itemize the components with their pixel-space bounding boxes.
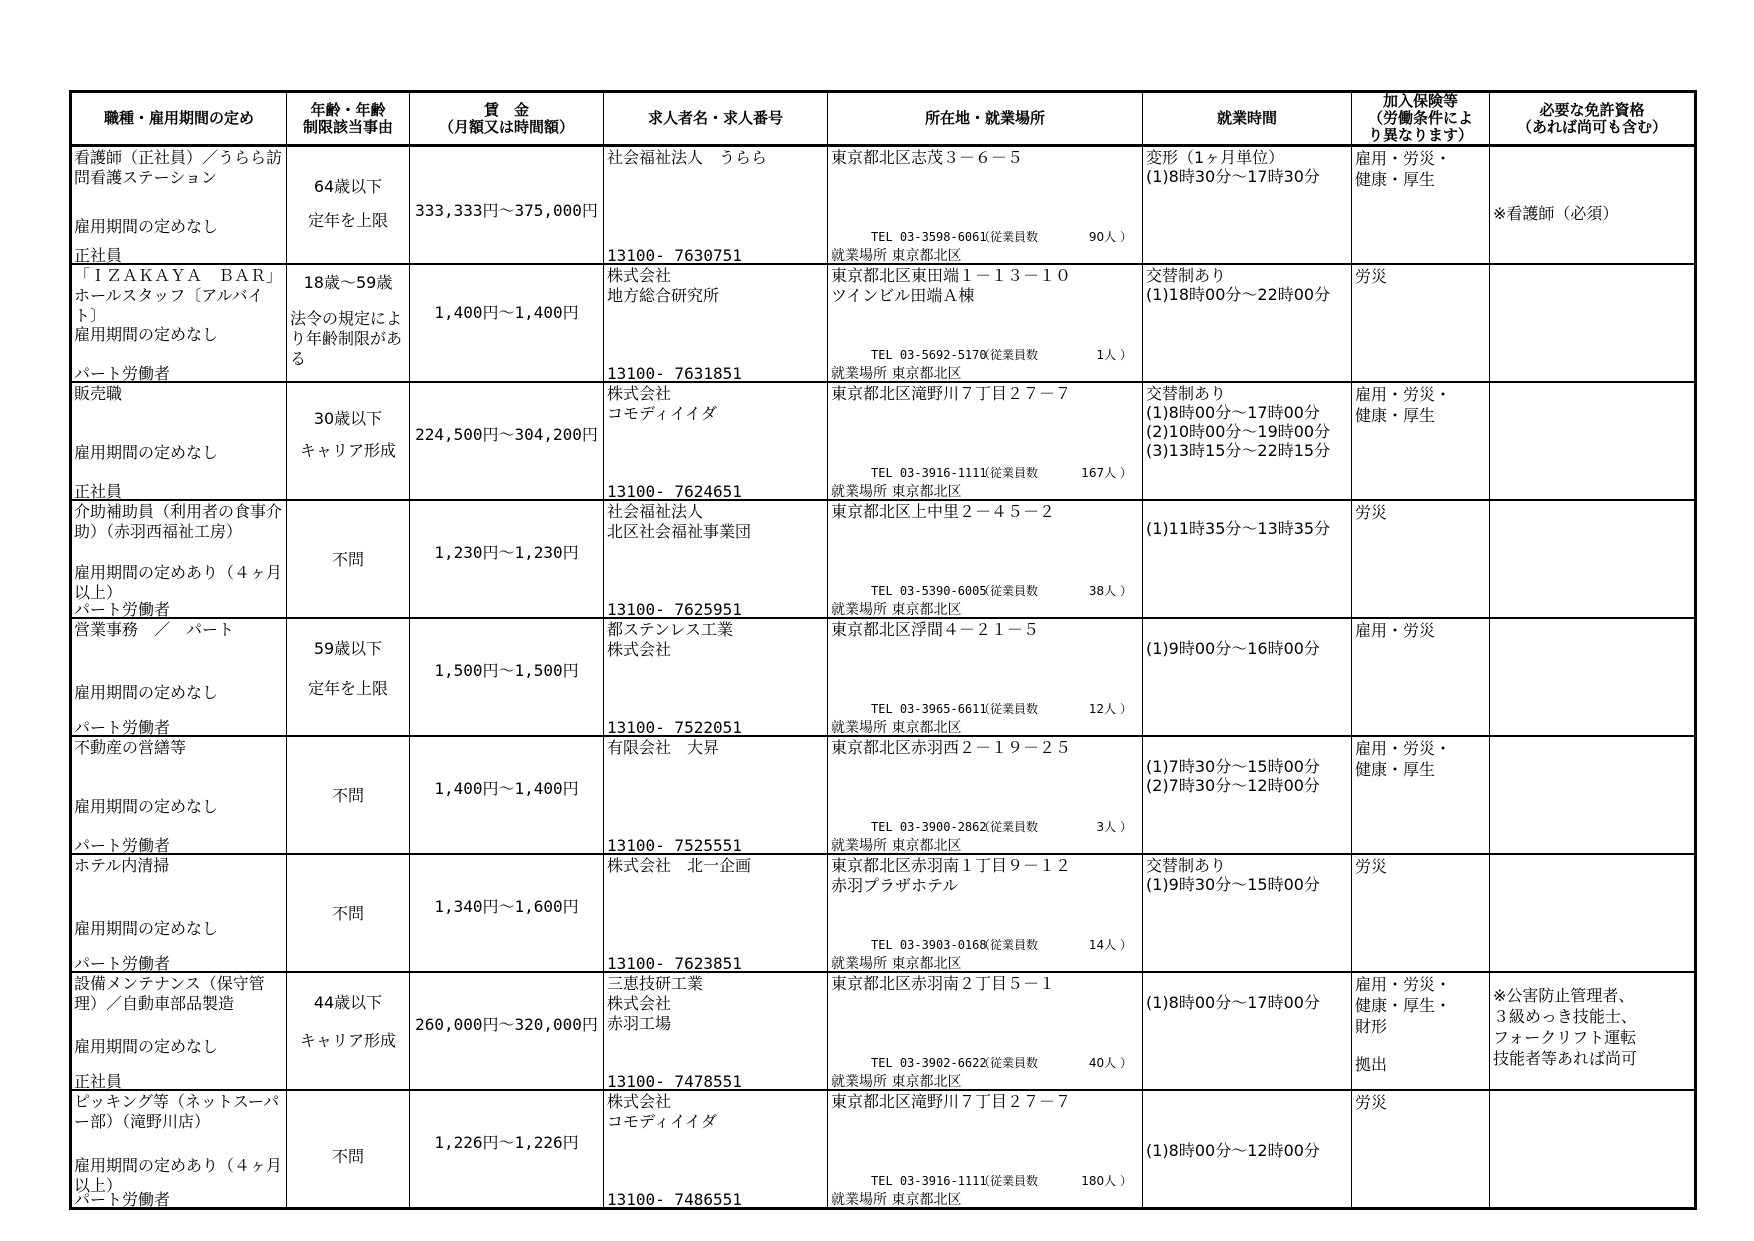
job-rows [71,146,1696,1209]
job-number: 13100- 7625951 [607,600,742,618]
job-type-cell [71,618,287,736]
employment-period: 雇用期間の定めなし [74,919,219,938]
location-cell [828,382,1143,500]
phone-number: TEL 03-5390-6005 [871,584,987,598]
employment-type: パート労働者 [74,1190,171,1209]
insurance-list: 労災 [1355,857,1388,876]
location-cell [828,854,1143,972]
age-cell [287,382,410,500]
table-row [71,500,1696,618]
work-site [831,1190,961,1209]
work-site-value: 東京都北区 [891,366,962,382]
employment-type: パート労働者 [74,364,171,382]
header-employer [604,92,828,146]
address: 東京都北区浮間４－２１－５ [831,620,1040,639]
employer-name: 社会福祉法人 うらら [607,148,768,167]
age-reason: キャリア形成 [299,1031,396,1050]
employment-type: 正社員 [74,1072,123,1090]
work-site-value: 東京都北区 [891,720,962,736]
work-site-value: 東京都北区 [891,484,962,500]
hours-cell [1143,500,1352,618]
table-row [71,1090,1696,1209]
hours-cell [1143,736,1352,854]
header-label: （あれば尚可も含む） [1516,117,1667,136]
license-cell [1490,146,1696,265]
work-site-prefix: 就業場所 [831,720,887,736]
employees-label: （従業員数 [978,702,1039,716]
insurance-cell [1352,736,1490,854]
employment-type: パート労働者 [74,718,171,736]
insurance-list: 労災 [1355,503,1388,522]
table-row [71,382,1696,500]
job-number: 13100- 7522051 [607,718,742,736]
employer-cell [604,1090,828,1209]
insurance-list: 雇用・労災・ 健康・厚生 [1355,739,1452,779]
insurance-list: 雇用・労災 [1355,621,1436,640]
wage-value: 333,333円～375,000円 [415,201,598,220]
age-limit: 30歳以下 [313,409,383,428]
employee-count: 14人 ） [1088,938,1132,952]
job-type-cell [71,972,287,1090]
employer-cell [604,736,828,854]
wage-value: 1,340円～1,600円 [434,897,579,916]
job-title: 看護師（正社員）／うらら訪問看護ステーション [74,148,283,187]
work-site-value: 東京都北区 [891,602,962,618]
wage-cell [410,1090,604,1209]
hours-cell [1143,618,1352,736]
job-title: ピッキング等（ネットスーパー部）（滝野川店） [74,1092,280,1131]
work-site-prefix: 就業場所 [831,248,887,264]
employer-name: 株式会社 コモディイイダ [607,384,717,423]
work-hours: (1)8時00分～17時00分 [1146,993,1320,1012]
age-cell [287,854,410,972]
address: 東京都北区赤羽南２丁目５－１ [831,974,1056,993]
wage-cell [410,382,604,500]
employees-label: （従業員数 [978,1174,1039,1188]
location-cell [828,1090,1143,1209]
work-hours: (1)8時00分～12時00分 [1146,1141,1320,1160]
job-number: 13100- 7630751 [607,246,742,264]
location-cell [828,146,1143,265]
employment-period: 雇用期間の定めなし [74,797,219,816]
address: 東京都北区志茂３－６－５ [831,148,1024,167]
table-row [71,146,1696,265]
employer-name: 都ステンレス工業 株式会社 [607,620,734,659]
insurance-cell [1352,1090,1490,1209]
header-insurance [1352,92,1490,146]
job-number: 13100- 7631851 [607,364,742,382]
insurance-list: 雇用・労災・ 健康・厚生 [1355,149,1452,189]
phone-number: TEL 03-3916-1111 [871,466,987,480]
wage-value: 1,400円～1,400円 [434,303,579,322]
age-limit: 64歳以下 [313,177,383,196]
employer-cell [604,146,828,265]
work-site-prefix: 就業場所 [831,366,887,382]
employees-label: （従業員数 [978,466,1039,480]
job-title: 営業事務 ／ パート [74,620,235,639]
header-label: り異なります） [1367,126,1473,144]
work-site [831,246,961,264]
hours-cell [1143,264,1352,382]
job-type-cell [71,500,287,618]
employment-type: 正社員 [74,482,123,500]
age-cell [287,618,410,736]
header-license [1490,92,1696,146]
header-label: 加入保険等 [1382,92,1458,110]
header-label: （労働条件によ [1367,109,1473,127]
employer-name: 株式会社 コモディイイダ [607,1092,717,1131]
address: 東京都北区上中里２－４５－２ [831,502,1056,521]
age-limit: 不問 [331,786,364,805]
employment-period: 雇用期間の定めなし [74,325,219,344]
license-cell [1490,382,1696,500]
header-hours [1143,92,1352,146]
employee-count: 12人 ） [1088,702,1132,716]
table-row [71,264,1696,382]
header-label: 必要な免許資格 [1539,100,1645,119]
work-site-prefix: 就業場所 [831,484,887,500]
job-title: 介助補助員（利用者の食事介助）（赤羽西福祉工房） [74,502,283,541]
job-number: 13100- 7624651 [607,482,742,500]
employment-type: 正社員 [74,246,123,264]
employer-cell [604,382,828,500]
insurance-extra: 拠出 [1355,1055,1388,1074]
license-cell [1490,736,1696,854]
license-cell [1490,854,1696,972]
header-label: 就業時間 [1216,109,1277,127]
header-age [287,92,410,146]
employees-label: （従業員数 [978,938,1039,952]
wage-cell [410,500,604,618]
work-site [831,600,961,618]
hours-cell [1143,1090,1352,1209]
age-limit: 不問 [331,550,364,569]
license-cell [1490,500,1696,618]
license-cell [1490,618,1696,736]
employment-period: 雇用期間の定めあり（４ヶ月以上） [74,1156,283,1195]
age-cell [287,736,410,854]
employer-name: 社会福祉法人 北区社会福祉事業団 [607,502,752,541]
phone-number: TEL 03-3965-6611 [871,702,987,716]
work-hours: 交替制あり (1)9時30分～15時00分 [1146,856,1320,894]
header-label: （月額又は時間額） [438,117,574,136]
phone-number: TEL 03-3900-2862 [871,820,987,834]
address: 東京都北区東田端１－１３－１０ ツインビル田端Ａ棟 [831,266,1072,305]
insurance-cell [1352,500,1490,618]
age-limit: 18歳～59歳 [303,273,393,292]
work-site [831,718,961,736]
employees-label: （従業員数 [978,348,1039,362]
job-title: 「ＩＺＡＫＡＹＡ ＢＡＲ」ホールスタッフ〔アルバイト〕 [74,266,283,325]
location-cell [828,264,1143,382]
phone-number: TEL 03-5692-5170 [871,348,987,362]
wage-cell [410,972,604,1090]
required-license: ※公害防止管理者、 ３級めっき技能士、 フォークリフト運転 技能者等あれば尚可 [1493,986,1638,1068]
work-site-prefix: 就業場所 [831,838,887,854]
employment-period: 雇用期間の定めあり（４ヶ月以上） [74,563,283,602]
age-limit: 不問 [331,904,364,923]
insurance-list: 雇用・労災・ 健康・厚生・ 財形 [1355,975,1452,1036]
required-license: ※看護師（必須） [1493,204,1619,223]
employee-count: 3人 ） [1096,820,1132,834]
work-hours: 交替制あり (1)18時00分～22時00分 [1146,266,1331,304]
employee-count: 1人 ） [1096,348,1132,362]
work-site-prefix: 就業場所 [831,1074,887,1090]
wage-value: 1,500円～1,500円 [434,661,579,680]
location-cell [828,618,1143,736]
hours-cell [1143,146,1352,265]
job-number: 13100- 7623851 [607,954,742,972]
header-job-type [71,92,287,146]
phone-number: TEL 03-3902-6622 [871,1056,987,1070]
header-label: 賃 金 [483,100,529,119]
phone-number: TEL 03-3903-0168 [871,938,987,952]
address: 東京都北区滝野川７丁目２７－７ [831,1092,1072,1111]
job-type-cell [71,264,287,382]
work-site-value: 東京都北区 [891,1074,962,1090]
insurance-cell [1352,382,1490,500]
work-site [831,954,961,972]
age-reason: 法令の規定により年齢制限がある [290,309,403,368]
age-limit: 59歳以下 [313,639,383,658]
work-hours: (1)7時30分～15時00分 (2)7時30分～12時00分 [1146,757,1320,795]
employment-type: パート労働者 [74,836,171,854]
work-site-prefix: 就業場所 [831,602,887,618]
work-site-value: 東京都北区 [891,248,962,264]
employment-period: 雇用期間の定めなし [74,217,219,236]
age-limit: 44歳以下 [313,993,383,1012]
insurance-cell [1352,618,1490,736]
age-cell [287,972,410,1090]
wage-value: 1,400円～1,400円 [434,779,579,798]
job-listings-table [69,90,1697,1210]
employment-period: 雇用期間の定めなし [74,443,219,462]
work-hours: 交替制あり (1)8時00分～17時00分 (2)10時00分～19時00分 (3)13時15分～22時15分 [1146,384,1331,460]
header-row [71,92,1696,146]
job-title: 販売職 [74,384,123,403]
employer-cell [604,854,828,972]
phone-number: TEL 03-3598-6061 [871,230,987,244]
hours-cell [1143,972,1352,1090]
work-site [831,836,961,854]
wage-value: 260,000円～320,000円 [415,1015,598,1034]
employer-cell [604,618,828,736]
header-label: 職種・雇用期間の定め [103,109,254,127]
header-wage [410,92,604,146]
employee-count: 167人 ） [1081,466,1132,480]
employee-count: 38人 ） [1088,584,1132,598]
phone-number: TEL 03-3916-1111 [871,1174,987,1188]
employees-label: （従業員数 [978,820,1039,834]
work-site-value: 東京都北区 [891,956,962,972]
wage-value: 1,226円～1,226円 [434,1133,579,1152]
age-cell [287,264,410,382]
age-reason: 定年を上限 [307,679,388,698]
header-label: 求人者名・求人番号 [647,109,783,127]
employees-label: （従業員数 [978,1056,1039,1070]
job-number: 13100- 7525551 [607,836,742,854]
license-cell [1490,1090,1696,1209]
table-row [71,854,1696,972]
employer-cell [604,500,828,618]
age-reason: 定年を上限 [307,211,388,230]
job-type-cell [71,854,287,972]
work-hours: 変形（1ヶ月単位） (1)8時30分～17時30分 [1146,148,1320,186]
job-type-cell [71,382,287,500]
insurance-cell [1352,146,1490,265]
employment-type: パート労働者 [74,954,171,972]
table-row [71,618,1696,736]
table-row [71,972,1696,1090]
job-number: 13100- 7478551 [607,1072,742,1090]
header-label: 年齢・年齢 [310,100,386,119]
job-title: 設備メンテナンス（保守管理）／自動車部品製造 [74,974,265,1013]
header-label: 所在地・就業場所 [924,109,1045,127]
job-number: 13100- 7486551 [607,1190,742,1209]
work-site-prefix: 就業場所 [831,956,887,972]
employee-count: 180人 ） [1081,1174,1132,1188]
employer-name: 有限会社 大昇 [607,738,720,757]
address: 東京都北区赤羽南１丁目９－１２ 赤羽プラザホテル [831,856,1072,895]
wage-cell [410,264,604,382]
address: 東京都北区滝野川７丁目２７－７ [831,384,1072,403]
employer-cell [604,264,828,382]
table-row [71,736,1696,854]
employee-count: 90人 ） [1088,230,1132,244]
insurance-cell [1352,264,1490,382]
work-site [831,364,961,382]
license-cell [1490,972,1696,1090]
age-cell [287,500,410,618]
location-cell [828,972,1143,1090]
header-location [828,92,1143,146]
insurance-list: 労災 [1355,267,1388,286]
job-title: ホテル内清掃 [74,856,170,875]
employer-name: 株式会社 北一企画 [607,856,752,875]
hours-cell [1143,382,1352,500]
insurance-list: 労災 [1355,1093,1388,1112]
location-cell [828,500,1143,618]
work-hours: (1)9時00分～16時00分 [1146,639,1320,658]
age-reason: キャリア形成 [299,441,396,460]
work-site [831,482,961,500]
work-site-value: 東京都北区 [891,1192,962,1208]
employees-label: （従業員数 [978,584,1039,598]
job-type-cell [71,1090,287,1209]
work-hours: (1)11時35分～13時35分 [1146,519,1331,538]
age-cell [287,1090,410,1209]
job-title: 不動産の営繕等 [74,738,187,757]
employment-type: パート労働者 [74,600,171,618]
location-cell [828,736,1143,854]
work-site-value: 東京都北区 [891,838,962,854]
job-type-cell [71,146,287,265]
hours-cell [1143,854,1352,972]
work-site-prefix: 就業場所 [831,1192,887,1208]
insurance-list: 雇用・労災・ 健康・厚生 [1355,385,1452,425]
age-limit: 不問 [331,1147,364,1166]
employer-name: 三恵技研工業 株式会社 赤羽工場 [607,974,704,1033]
address: 東京都北区赤羽西２－１９－２５ [831,738,1072,757]
job-type-cell [71,736,287,854]
work-site [831,1072,961,1090]
wage-cell [410,618,604,736]
insurance-cell [1352,972,1490,1090]
employer-cell [604,972,828,1090]
employment-period: 雇用期間の定めなし [74,1037,219,1056]
wage-cell [410,146,604,265]
wage-cell [410,854,604,972]
license-cell [1490,264,1696,382]
employment-period: 雇用期間の定めなし [74,683,219,702]
wage-value: 224,500円～304,200円 [415,425,598,444]
wage-cell [410,736,604,854]
employee-count: 40人 ） [1088,1056,1132,1070]
employer-name: 株式会社 地方総合研究所 [607,266,720,305]
insurance-cell [1352,854,1490,972]
age-cell [287,146,410,265]
header-label: 制限該当事由 [302,117,393,136]
employees-label: （従業員数 [978,230,1039,244]
wage-value: 1,230円～1,230円 [434,543,579,562]
